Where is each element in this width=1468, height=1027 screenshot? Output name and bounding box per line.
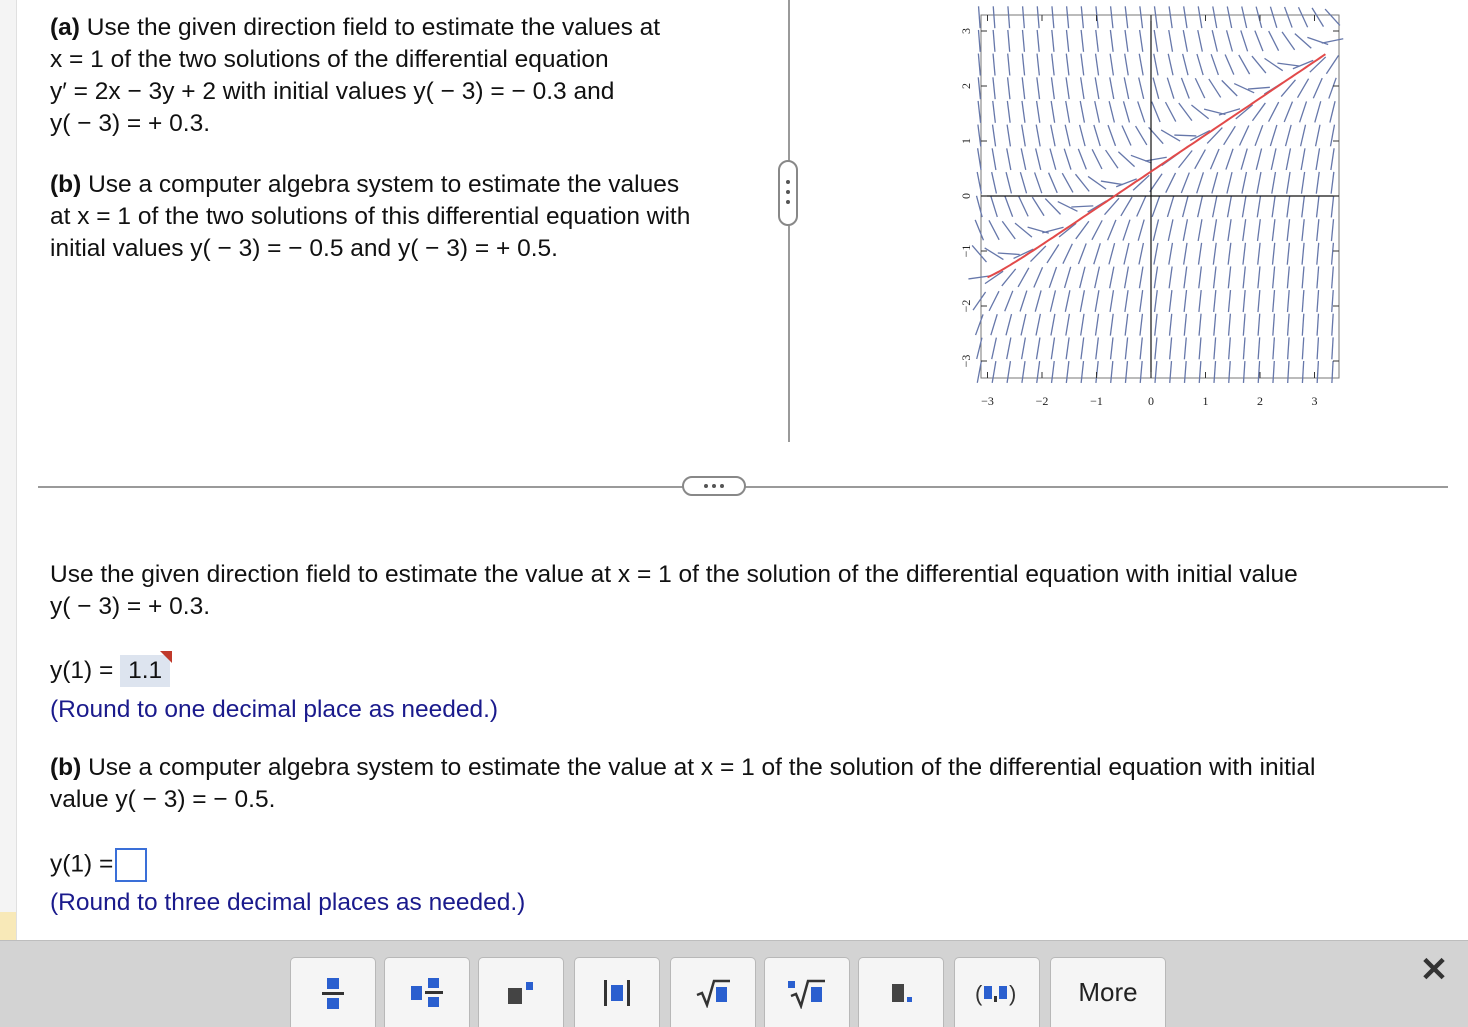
y-tick-label: 0 xyxy=(959,193,973,199)
mixed-number-button[interactable] xyxy=(384,957,470,1027)
incorrect-flag-icon xyxy=(160,651,172,663)
problem-part-a xyxy=(50,12,660,140)
more-button[interactable] xyxy=(1050,957,1166,1027)
x-tick-label: −3 xyxy=(981,394,994,408)
close-icon[interactable]: ✕ xyxy=(1419,951,1449,989)
answer-1-value: 1.1 xyxy=(128,657,163,684)
x-tick-label: 0 xyxy=(1148,394,1154,408)
y-tick-label: −2 xyxy=(959,299,973,313)
exponent-button[interactable] xyxy=(478,957,564,1027)
answer-2-label: y(1) = xyxy=(50,850,114,878)
answer-2-input[interactable] xyxy=(115,848,147,882)
more-button-label: More xyxy=(1078,977,1138,1007)
vertical-splitter-handle[interactable] xyxy=(778,160,798,226)
answer-2-row xyxy=(50,848,147,882)
answer-1-field[interactable] xyxy=(120,655,170,687)
y-tick-label: 2 xyxy=(959,83,973,89)
mixed-number-icon xyxy=(410,976,444,1010)
problem-part-b xyxy=(50,169,690,265)
square-root-button[interactable] xyxy=(670,957,756,1027)
square-root-icon xyxy=(695,978,731,1008)
decimal-icon xyxy=(886,978,916,1008)
question-2-line-1: (b) Use a computer algebra system to estimate the value at x = 1 of the solution of the differential equation with initial xyxy=(50,754,1316,781)
answer-1-row xyxy=(50,655,170,687)
fraction-icon xyxy=(321,976,345,1010)
nth-root-icon xyxy=(787,977,827,1009)
slope-segment xyxy=(978,125,981,147)
y-tick-label: −3 xyxy=(959,354,973,368)
y-tick-label: 3 xyxy=(959,28,973,34)
x-tick-label: 1 xyxy=(1202,394,1209,408)
x-tick-label: −1 xyxy=(1090,394,1103,408)
question-1 xyxy=(50,559,1298,623)
absolute-value-button[interactable] xyxy=(574,957,660,1027)
math-toolbar xyxy=(0,940,1468,1027)
ordered-pair-icon xyxy=(974,978,1020,1008)
part-b-line-3: initial values y( − 3) = − 0.5 and y( − 3) = + 0.5. xyxy=(50,235,558,262)
part-a-line-2: x = 1 of the two solutions of the differential equation xyxy=(50,46,609,73)
question-1-line-1: Use the given direction field to estimate the value at x = 1 of the solution of the differential equation with initial value xyxy=(50,561,1298,588)
direction-field-plot xyxy=(930,0,1350,420)
part-b-line-2: at x = 1 of the two solutions of this differential equation with xyxy=(50,203,691,230)
part-b-line-1: (b) Use a computer algebra system to estimate the values xyxy=(50,171,680,198)
slope-segment xyxy=(979,6,981,28)
slope-segment xyxy=(978,77,980,99)
absolute-value-icon xyxy=(600,978,634,1008)
answer-2-hint: (Round to three decimal places as needed.) xyxy=(50,889,526,916)
question-2 xyxy=(50,752,1315,816)
exponent-icon xyxy=(506,978,536,1008)
slope-segment xyxy=(1174,135,1196,136)
y-tick-label: −1 xyxy=(959,244,973,258)
ordered-pair-button[interactable] xyxy=(954,957,1040,1027)
svg-text:(: ( xyxy=(975,980,983,1006)
nth-root-button[interactable] xyxy=(764,957,850,1027)
part-a-line-4: y( − 3) = + 0.3. xyxy=(50,110,211,137)
horizontal-splitter-handle[interactable] xyxy=(682,476,746,496)
x-tick-label: −2 xyxy=(1035,394,1049,408)
question-1-line-2: y( − 3) = + 0.3. xyxy=(50,593,211,620)
x-tick-label: 3 xyxy=(1311,394,1318,408)
left-margin xyxy=(0,0,17,1026)
slope-segment xyxy=(978,30,980,52)
part-a-line-1: (a) Use the given direction field to estimate the values at xyxy=(50,14,661,41)
question-2-line-2: value y( − 3) = − 0.5. xyxy=(50,786,276,813)
x-tick-label: 2 xyxy=(1257,394,1263,408)
svg-text:): ) xyxy=(1009,980,1017,1006)
slope-segment xyxy=(978,54,980,76)
fraction-button[interactable] xyxy=(290,957,376,1027)
answer-1-label: y(1) = xyxy=(50,657,121,684)
decimal-button[interactable] xyxy=(858,957,944,1027)
slope-segment xyxy=(978,101,980,123)
y-tick-label: 1 xyxy=(959,138,973,144)
part-a-line-3: y′ = 2x − 3y + 2 with initial values y( − 3) = − 0.3 and xyxy=(50,78,615,105)
answer-1-hint: (Round to one decimal place as needed.) xyxy=(50,696,499,723)
